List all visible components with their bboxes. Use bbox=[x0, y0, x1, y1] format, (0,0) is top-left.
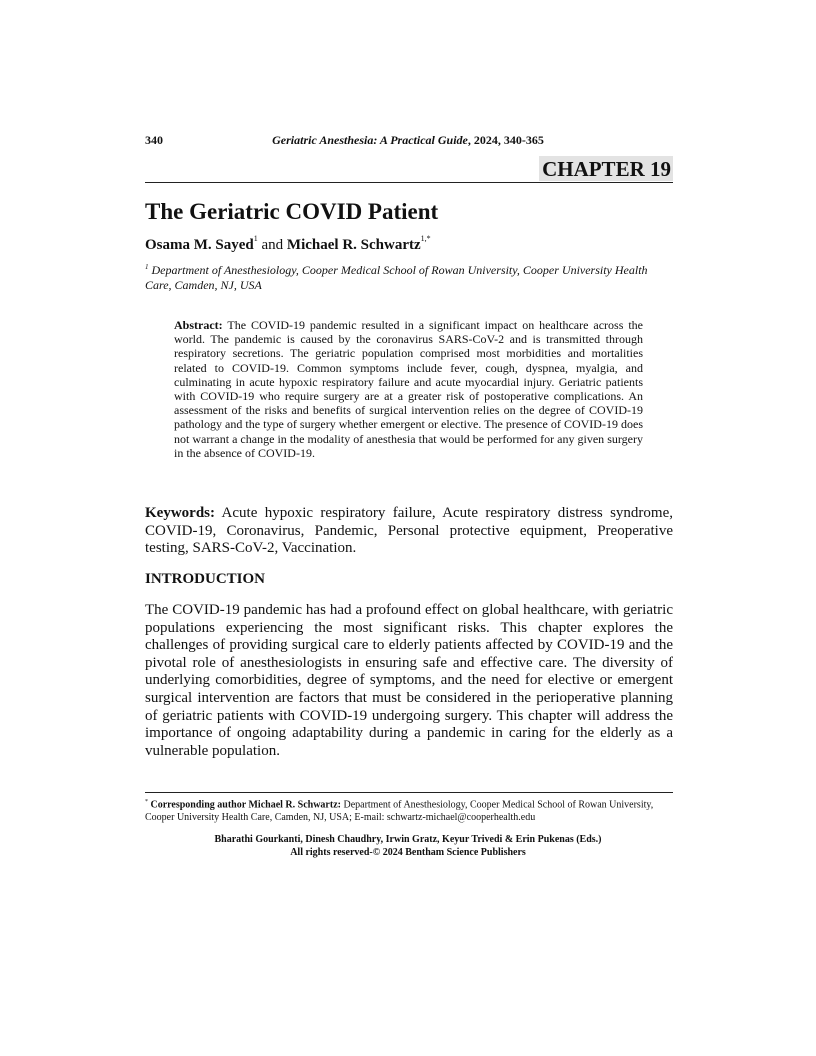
abstract-text: The COVID-19 pandemic resulted in a significant impact on healthcare across the world. The pandemic is caused by the coronavirus SARS-CoV-2 and is transmitted through respiratory secretions. The geriatric population comprised most morbidities and mortalities related to COVID-19. Common symptoms include fever, cough, dyspnea, myalgia, and culminating in acute hypoxic respiratory failure and acute myocardial injury. Geriatric patients with COVID-19 who require surgery are at a greater risk of postoperative complications. An assessment of the risks and benefits of surgical intervention relies on the degree of COVID-19 pathology and the type of surgery whether emergent or elective. The presence of COVID-19 does not warrant a change in the modality of anesthesia that would be performed for any given surgery in the absence of COVID-19. bbox=[174, 318, 643, 460]
footnote-text: Department of Anesthesiology, Cooper Medical School of Rowan University, Cooper University Health Care, Camden, NJ, USA; E-mail: schwartz-michael@cooperhealth.edu bbox=[145, 799, 654, 823]
author-name: Osama M. Sayed bbox=[145, 237, 254, 253]
author-name: Michael R. Schwartz bbox=[286, 237, 421, 253]
publisher-block bbox=[0, 834, 816, 859]
affiliation-text: Department of Anesthesiology, Cooper Medical School of Rowan University, Cooper University Health Care, Camden, NJ, USA bbox=[145, 263, 648, 292]
abstract-label: Abstract: bbox=[174, 318, 223, 332]
editors-line: Bharathi Gourkanti, Dinesh Chaudhry, Irwin Gratz, Keyur Trivedi & Erin Pukenas (Eds.) bbox=[214, 834, 602, 845]
chapter-divider bbox=[145, 182, 673, 183]
author-affiliation-mark: 1 bbox=[253, 234, 258, 243]
section-heading: INTRODUCTION bbox=[145, 571, 266, 587]
book-citation: , 2024, 340-365 bbox=[467, 133, 544, 147]
footnote-label: Corresponding author Michael R. Schwartz: bbox=[148, 799, 341, 811]
keywords bbox=[145, 505, 673, 558]
running-header bbox=[0, 133, 816, 148]
book-title: Geriatric Anesthesia: A Practical Guide bbox=[272, 133, 468, 147]
footnote bbox=[145, 796, 673, 824]
chapter-label: CHAPTER 19 bbox=[539, 156, 673, 181]
footnote-mark: * bbox=[145, 799, 148, 805]
chapter-title: The Geriatric COVID Patient bbox=[145, 199, 439, 224]
author-line bbox=[145, 236, 431, 254]
affiliation-mark: 1 bbox=[145, 263, 149, 271]
author-affiliation-mark: 1,* bbox=[420, 234, 431, 243]
abstract bbox=[174, 318, 643, 460]
page-number: 340 bbox=[145, 133, 163, 147]
footnote-divider bbox=[145, 792, 673, 793]
rights-line: All rights reserved-© 2024 Bentham Science Publishers bbox=[290, 846, 526, 858]
affiliation bbox=[145, 260, 673, 293]
keywords-label: Keywords: bbox=[145, 505, 215, 521]
keywords-text: Acute hypoxic respiratory failure, Acute respiratory distress syndrome, COVID-19, Coronavirus, Pandemic, Personal protective equipment, Preoperative testing, SARS-CoV-2, Vaccination. bbox=[145, 505, 673, 556]
author-conjunction: and bbox=[257, 237, 287, 253]
introduction-paragraph: The COVID-19 pandemic has had a profound effect on global healthcare, with geriatric populations experiencing the most significant risks. This chapter explores the challenges of providing surgical care to elderly patients affected by COVID-19 and the pivotal role of anesthesiologists in ensuring safe and effective care. The diversity of underlying comorbidities, degree of symptoms, and the need for elective or emergent surgical intervention are factors that must be considered in the perioperative planning of geriatric patients with COVID-19 undergoing surgery. This chapter will address the importance of ongoing adaptability during a pandemic in caring for the elderly as a vulnerable population. bbox=[145, 602, 673, 759]
